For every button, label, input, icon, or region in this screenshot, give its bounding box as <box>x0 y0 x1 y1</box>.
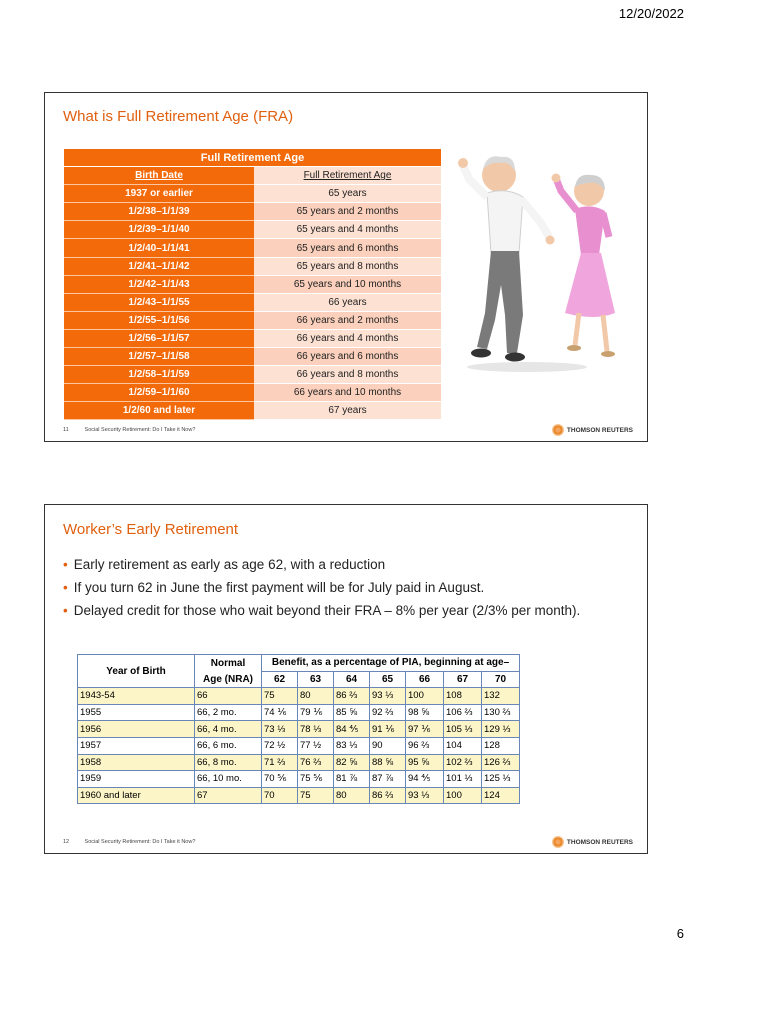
fra-cell: 67 years <box>254 402 441 420</box>
benefit-cell: 75 ⅚ <box>298 771 334 788</box>
benefit-cell: 76 ⅔ <box>298 754 334 771</box>
nra-cell: 66, 2 mo. <box>195 704 262 721</box>
benefit-cell: 75 <box>298 787 334 804</box>
age-header-cell: 66 <box>406 671 444 688</box>
fra-row <box>64 275 441 293</box>
birth-date-cell: 1/2/40–1/1/41 <box>64 239 254 257</box>
fra-cell: 65 years and 8 months <box>254 257 441 275</box>
fra-row <box>64 221 441 239</box>
fra-row <box>64 257 441 275</box>
benefit-cell: 125 ⅓ <box>482 771 520 788</box>
benefit-cell: 105 ⅓ <box>444 721 482 738</box>
benefit-cell: 108 <box>444 688 482 705</box>
nra-cell: 66, 8 mo. <box>195 754 262 771</box>
benefit-cell: 98 ⅝ <box>406 704 444 721</box>
birth-date-cell: 1/2/43–1/1/55 <box>64 293 254 311</box>
fra-cell: 66 years and 2 months <box>254 311 441 329</box>
nra-cell: 66, 10 mo. <box>195 771 262 788</box>
fra-table-title: Full Retirement Age <box>64 149 441 167</box>
retirees-illustration <box>457 145 617 375</box>
benefit-cell: 95 ⅝ <box>406 754 444 771</box>
benefit-cell: 81 ⅞ <box>334 771 370 788</box>
benefit-cell: 101 ⅓ <box>444 771 482 788</box>
birth-date-cell: 1/2/41–1/1/42 <box>64 257 254 275</box>
benefit-cell: 92 ⅔ <box>370 704 406 721</box>
benefit-cell: 70 <box>262 787 298 804</box>
benefit-cell: 71 ⅔ <box>262 754 298 771</box>
col-normal: Normal <box>195 655 262 672</box>
age-header-cell: 64 <box>334 671 370 688</box>
birth-date-cell: 1/2/58–1/1/59 <box>64 366 254 384</box>
bullet-item: • Early retirement as early as age 62, with a reduction <box>63 557 386 572</box>
fra-cell: 65 years and 4 months <box>254 221 441 239</box>
benefit-cell: 100 <box>406 688 444 705</box>
bullet-list <box>63 557 580 626</box>
benefit-cell: 132 <box>482 688 520 705</box>
benefit-cell: 79 ⅙ <box>298 704 334 721</box>
benefit-row <box>78 721 520 738</box>
benefit-cell: 74 ⅙ <box>262 704 298 721</box>
benefit-cell: 91 ⅙ <box>370 721 406 738</box>
benefit-cell: 86 ⅔ <box>334 688 370 705</box>
nra-cell: 67 <box>195 787 262 804</box>
nra-cell: 66, 4 mo. <box>195 721 262 738</box>
benefit-cell: 78 ⅓ <box>298 721 334 738</box>
fra-row <box>64 348 441 366</box>
benefit-row <box>78 754 520 771</box>
fra-cell: 66 years and 4 months <box>254 329 441 347</box>
benefit-cell: 93 ⅓ <box>370 688 406 705</box>
page-number: 6 <box>676 926 684 941</box>
age-header-cell: 70 <box>482 671 520 688</box>
year-cell: 1955 <box>78 704 195 721</box>
benefit-cell: 93 ⅓ <box>406 787 444 804</box>
year-cell: 1957 <box>78 737 195 754</box>
benefit-cell: 72 ½ <box>262 737 298 754</box>
benefit-cell: 126 ⅔ <box>482 754 520 771</box>
benefit-cell: 102 ⅔ <box>444 754 482 771</box>
fra-table <box>64 149 441 420</box>
slide-early-retirement <box>44 504 648 854</box>
slide-fra <box>44 92 648 442</box>
fra-cell: 66 years and 8 months <box>254 366 441 384</box>
bullet-icon: • <box>63 580 68 595</box>
nra-cell: 66, 6 mo. <box>195 737 262 754</box>
thomson-reuters-logo <box>552 424 633 436</box>
benefit-cell: 80 <box>334 787 370 804</box>
footer-text: Social Security Retirement: Do I Take it Now? <box>84 839 196 845</box>
fra-cell: 66 years and 6 months <box>254 348 441 366</box>
benefit-row <box>78 688 520 705</box>
benefit-cell: 73 ⅓ <box>262 721 298 738</box>
fra-row <box>64 311 441 329</box>
benefit-cell: 100 <box>444 787 482 804</box>
benefit-cell: 82 ⅝ <box>334 754 370 771</box>
benefit-cell: 70 ⅚ <box>262 771 298 788</box>
benefit-row <box>78 787 520 804</box>
fra-row <box>64 185 441 203</box>
logo-icon <box>552 424 564 436</box>
slide-title: Worker’s Early Retirement <box>63 521 239 538</box>
footer-text: Social Security Retirement: Do I Take it Now? <box>84 427 196 433</box>
benefit-row <box>78 771 520 788</box>
year-cell: 1943-54 <box>78 688 195 705</box>
birth-date-cell: 1/2/55–1/1/56 <box>64 311 254 329</box>
benefit-row <box>78 704 520 721</box>
benefit-cell: 128 <box>482 737 520 754</box>
fra-row <box>64 402 441 420</box>
birth-date-cell: 1/2/57–1/1/58 <box>64 348 254 366</box>
fra-cell: 66 years and 10 months <box>254 384 441 402</box>
age-header-cell: 67 <box>444 671 482 688</box>
birth-date-cell: 1/2/60 and later <box>64 402 254 420</box>
fra-cell: 66 years <box>254 293 441 311</box>
fra-cell: 65 years and 10 months <box>254 275 441 293</box>
benefit-cell: 90 <box>370 737 406 754</box>
birth-date-cell: 1/2/38–1/1/39 <box>64 203 254 221</box>
benefit-cell: 88 ⅝ <box>370 754 406 771</box>
year-cell: 1956 <box>78 721 195 738</box>
benefit-cell: 94 ⅘ <box>406 771 444 788</box>
slide-footer <box>63 839 195 845</box>
fra-row <box>64 366 441 384</box>
fra-row <box>64 384 441 402</box>
benefit-cell: 97 ⅙ <box>406 721 444 738</box>
slide-number: 11 <box>63 427 69 433</box>
age-header-cell: 65 <box>370 671 406 688</box>
year-cell: 1959 <box>78 771 195 788</box>
benefit-cell: 104 <box>444 737 482 754</box>
col-benefit: Benefit, as a percentage of PIA, beginning at age– <box>262 655 520 672</box>
slide-title: What is Full Retirement Age (FRA) <box>63 108 294 125</box>
logo-text: THOMSON REUTERS <box>566 426 633 434</box>
birth-date-cell: 1/2/59–1/1/60 <box>64 384 254 402</box>
fra-cell: 65 years and 6 months <box>254 239 441 257</box>
col-birth-date: Birth Date <box>64 167 254 185</box>
slide-footer <box>63 427 195 433</box>
slide-number: 12 <box>63 839 70 845</box>
benefit-cell: 75 <box>262 688 298 705</box>
benefit-cell: 129 ⅓ <box>482 721 520 738</box>
benefit-cell: 130 ⅔ <box>482 704 520 721</box>
fra-header-row <box>64 167 441 185</box>
header-date: 12/20/2022 <box>618 6 684 21</box>
logo-icon <box>552 836 564 848</box>
fra-row <box>64 239 441 257</box>
fra-row <box>64 293 441 311</box>
benefit-row <box>78 737 520 754</box>
col-fra: Full Retirement Age <box>254 167 441 185</box>
birth-date-cell: 1/2/42–1/1/43 <box>64 275 254 293</box>
benefit-cell: 124 <box>482 787 520 804</box>
col-nra: Age (NRA) <box>195 671 262 688</box>
fra-cell: 65 years and 2 months <box>254 203 441 221</box>
benefit-cell: 83 ⅓ <box>334 737 370 754</box>
birth-date-cell: 1/2/39–1/1/40 <box>64 221 254 239</box>
birth-date-cell: 1/2/56–1/1/57 <box>64 329 254 347</box>
logo-text: THOMSON REUTERS <box>566 838 633 846</box>
benefit-table <box>77 654 520 804</box>
benefit-cell: 85 ⅝ <box>334 704 370 721</box>
fra-cell: 65 years <box>254 185 441 203</box>
bullet-item: • Delayed credit for those who wait beyond their FRA – 8% per year (2/3% per month). <box>63 603 581 618</box>
benefit-cell: 84 ⅘ <box>334 721 370 738</box>
nra-cell: 66 <box>195 688 262 705</box>
age-header-cell: 63 <box>298 671 334 688</box>
fra-row <box>64 203 441 221</box>
year-cell: 1960 and later <box>78 787 195 804</box>
benefit-cell: 106 ⅔ <box>444 704 482 721</box>
bullet-icon: • <box>63 557 68 572</box>
bullet-item: • If you turn 62 in June the first payment will be for July paid in August. <box>63 580 485 595</box>
year-cell: 1958 <box>78 754 195 771</box>
benefit-cell: 77 ½ <box>298 737 334 754</box>
age-header-cell: 62 <box>262 671 298 688</box>
thomson-reuters-logo <box>552 836 633 848</box>
birth-date-cell: 1937 or earlier <box>64 185 254 203</box>
bullet-icon: • <box>63 603 68 618</box>
benefit-cell: 96 ⅔ <box>406 737 444 754</box>
benefit-cell: 86 ⅔ <box>370 787 406 804</box>
col-year-of-birth: Year of Birth <box>78 655 195 688</box>
fra-row <box>64 329 441 347</box>
benefit-cell: 87 ⅞ <box>370 771 406 788</box>
benefit-cell: 80 <box>298 688 334 705</box>
